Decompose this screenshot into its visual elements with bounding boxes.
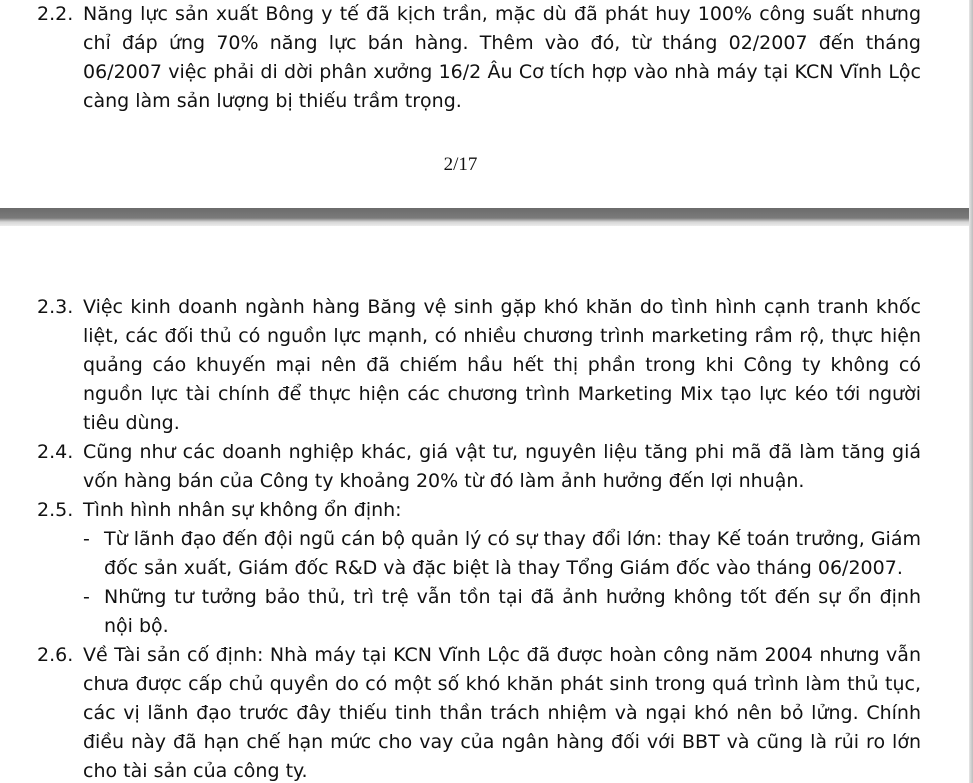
item-text: Việc kinh doanh ngành hàng Băng vệ sinh gặp khó khăn do tình hình cạnh tranh khốc liệt, các đối thủ có nguồn lực mạnh, có nhiều chương trình marketing rầm rộ, thực hiện quảng cáo khuyến mại nên đã chiếm hầu hết thị phần trong khi Công ty không có nguồn lực tài chính để thực hiện các chương trình Marketing Mix tạo lực kéo tới người tiêu dùng. [83, 296, 921, 434]
list-item-2-6 [37, 641, 921, 783]
page-separator [0, 208, 973, 226]
item-number: 2.2. [37, 3, 74, 25]
page-number: 2/17 [443, 154, 478, 175]
bullet-text: Những tư tưởng bảo thủ, trì trệ vẫn tồn tại đã ảnh hưởng không tốt đến sự ổn định nội bộ. [104, 586, 921, 637]
bullet-item [83, 583, 921, 641]
scrollbar-edge [969, 0, 973, 783]
list-item-2-3 [37, 293, 921, 438]
item-number: 2.4. [37, 441, 74, 463]
item-text: Cũng như các doanh nghiệp khác, giá vật tư, nguyên liệu tăng phi mã đã làm tăng giá vốn hàng bán của Công ty khoảng 20% từ đó làm ảnh hưởng đến lợi nhuận. [83, 441, 921, 492]
item-number: 2.3. [37, 296, 74, 318]
item-number: 2.5. [37, 499, 74, 521]
document-page-top [0, 0, 973, 208]
item-text: Tình hình nhân sự không ổn định: [83, 499, 402, 521]
list-item-2-5 [37, 496, 921, 525]
item-text: Về Tài sản cố định: Nhà máy tại KCN Vĩnh Lộc đã được hoàn công năm 2004 nhưng vẫn chưa được cấp chủ quyền do có một số khó khăn phát sinh trong quá trình làm thủ tục, các vị lãnh đạo trước đây thiếu tinh thần trách nhiệm và ngại khó nên bỏ lửng. Chính điều này đã hạn chế hạn mức cho vay của ngân hàng đối với BBT và cũng là rủi ro lớn cho tài sản của công ty. [83, 644, 921, 782]
list-item-2-2 [37, 0, 921, 116]
bullet-dash: - [83, 528, 90, 550]
document-page-bottom [0, 226, 973, 783]
bullet-item [83, 525, 921, 583]
item-text: Năng lực sản xuất Bông y tế đã kịch trần, mặc dù đã phát huy 100% công suất nhưng chỉ đáp ứng 70% năng lực bán hàng. Thêm vào đó, từ tháng 02/2007 đến tháng 06/2007 việc phải di dời phân xưởng 16/2 Âu Cơ tích hợp vào nhà máy tại KCN Vĩnh Lộc càng làm sản lượng bị thiếu trầm trọng. [83, 3, 921, 112]
bullet-dash: - [83, 586, 90, 608]
item-number: 2.6. [37, 644, 74, 666]
list-item-2-4 [37, 438, 921, 496]
bullet-text: Từ lãnh đạo đến đội ngũ cán bộ quản lý có sự thay đổi lớn: thay Kế toán trưởng, Giám đốc sản xuất, Giám đốc R&D và đặc biệt là thay Tổng Giám đốc vào tháng 06/2007. [104, 528, 921, 579]
